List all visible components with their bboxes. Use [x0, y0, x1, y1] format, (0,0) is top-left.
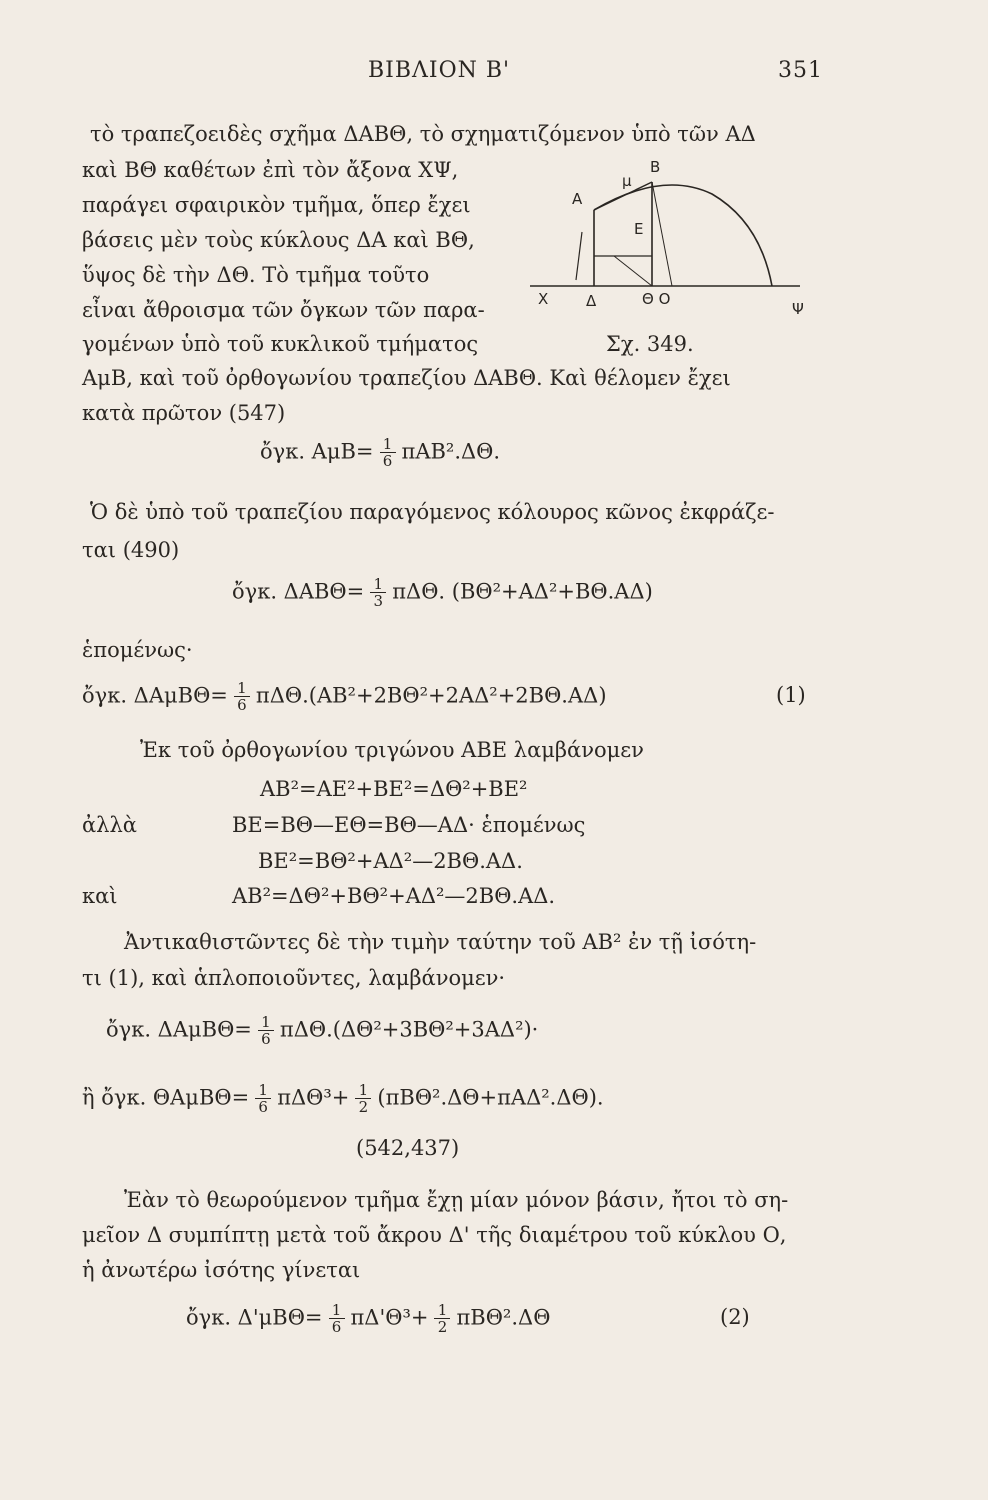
fraction: [329, 1302, 345, 1336]
eq-right: πΔΘ.(ΑΒ²+2ΒΘ²+2ΑΔ²+2ΒΘ.ΑΔ): [255, 683, 607, 708]
eq-left: ὄγκ. ΔΑμΒΘ=: [82, 683, 228, 708]
equation-6: ΒΕ²=ΒΘ²+ΑΔ²—2ΒΘ.ΑΔ.: [258, 849, 523, 873]
frac-num: 1: [237, 679, 247, 697]
text-line: γομένων ὑπὸ τοῦ κυκλικοῦ τμήματος: [82, 332, 479, 356]
text-line: ἀλλὰ: [82, 813, 137, 837]
eq-mid: πΔ'Θ³+: [350, 1305, 429, 1330]
equation-8: [106, 1014, 538, 1048]
eq-right: πΒΘ².ΔΘ: [456, 1305, 551, 1330]
frac-den: 6: [258, 1098, 268, 1116]
equation-2: [232, 576, 653, 610]
text-line: μεῖον Δ συμπίπτῃ μετὰ τοῦ ἄκρου Δ' τῆς διαμέτρου τοῦ κύκλου Ο,: [82, 1223, 787, 1247]
frac-den: 6: [261, 1030, 271, 1048]
text-line: ἡ ἀνωτέρω ἰσότης γίνεται: [82, 1258, 361, 1282]
frac-num: 1: [331, 1301, 342, 1319]
text-line: βάσεις μὲν τοὺς κύκλους ΔΑ καὶ ΒΘ,: [82, 228, 475, 252]
aux-line: [576, 232, 582, 280]
circle-arc: [594, 185, 772, 286]
text-line: Ὁ δὲ ὑπὸ τοῦ τραπεζίου παραγόμενος κόλουρος κῶνος ἐκφράζε-: [90, 500, 775, 524]
label-mu: μ: [622, 172, 632, 190]
text-line: καὶ ΒΘ καθέτων ἐπὶ τὸν ἄξονα ΧΨ,: [82, 158, 459, 182]
fraction: [255, 1082, 271, 1116]
equation-tag: (1): [776, 683, 806, 707]
label-Psi: Ψ: [792, 300, 804, 318]
text-line: καὶ: [82, 884, 118, 908]
running-header: ΒΙΒΛΙΟΝ Β': [368, 58, 511, 83]
eq-left: ὄγκ. ΑμΒ=: [260, 439, 374, 464]
text-line: κατὰ πρῶτον (547): [82, 401, 286, 425]
text-line: εἶναι ἄθροισμα τῶν ὄγκων τῶν παρα-: [82, 298, 485, 322]
fraction: [370, 576, 386, 610]
eq-right: (πΒΘ².ΔΘ+πΑΔ².ΔΘ).: [377, 1085, 604, 1110]
fraction: [355, 1082, 371, 1116]
text-line: ΑμΒ, καὶ τοῦ ὀρθογωνίου τραπεζίου ΔΑΒΘ. Καὶ θέλομεν ἔχει: [82, 366, 731, 390]
label-E: Ε: [634, 220, 644, 238]
frac-num: 1: [382, 435, 393, 453]
text-line: ται (490): [82, 538, 180, 562]
figure-caption: Σχ. 349.: [606, 332, 694, 356]
fraction: [258, 1014, 274, 1048]
label-A: Α: [572, 190, 583, 208]
fraction: [234, 680, 250, 714]
label-X: Χ: [538, 290, 549, 308]
equation-4: ΑΒ²=ΑΕ²+ΒΕ²=ΔΘ²+ΒΕ²: [260, 777, 528, 801]
label-D: Δ: [586, 292, 597, 310]
frac-num: 1: [258, 1081, 268, 1099]
frac-den: 2: [358, 1098, 369, 1116]
frac-num: 1: [358, 1081, 369, 1099]
equation-10: [186, 1302, 550, 1336]
frac-den: 6: [237, 696, 247, 714]
page-number: 351: [778, 58, 823, 83]
geometry-figure: [522, 152, 812, 320]
frac-den: 3: [373, 592, 384, 610]
label-ThO: Θ Ο: [642, 290, 671, 308]
eq-right: πΔΘ. (ΒΘ²+ΑΔ²+ΒΘ.ΑΔ): [392, 579, 653, 604]
text-line: τὸ τραπεζοειδὲς σχῆμα ΔΑΒΘ, τὸ σχηματιζόμενον ὑπὸ τῶν ΑΔ: [90, 122, 756, 146]
radius-line: [652, 182, 672, 286]
eq-left: ὄγκ. Δ'μΒΘ=: [186, 1305, 323, 1330]
frac-den: 2: [437, 1318, 448, 1336]
fraction: [434, 1302, 450, 1336]
text-line: ἑπομένως·: [82, 638, 193, 662]
text-line: Ἐὰν τὸ θεωρούμενον τμῆμα ἔχῃ μίαν μόνον βάσιν, ἤτοι τὸ ση-: [124, 1188, 789, 1212]
equation-9: [82, 1082, 604, 1116]
equation-7: ΑΒ²=ΔΘ²+ΒΘ²+ΑΔ²—2ΒΘ.ΑΔ.: [232, 884, 556, 908]
eq-left: ἢ ὄγκ. ΘΑμΒΘ=: [82, 1085, 250, 1110]
eq-right: πΔΘ.(ΔΘ²+3ΒΘ²+3ΑΔ²)·: [279, 1017, 539, 1042]
equation-3: [82, 680, 607, 714]
eq-left: ὄγκ. ΔΑΒΘ=: [232, 579, 365, 604]
radius-line: [614, 256, 652, 286]
text-line: Ἀντικαθιστῶντες δὲ τὴν τιμὴν ταύτην τοῦ ΑΒ² ἐν τῇ ἰσότη-: [124, 930, 757, 954]
fraction: [380, 436, 396, 470]
frac-den: 6: [382, 452, 393, 470]
reference-numbers: (542,437): [356, 1136, 460, 1160]
label-B: Β: [650, 158, 661, 176]
eq-right: πΑΒ².ΔΘ.: [401, 439, 501, 464]
text-line: ὕψος δὲ τὴν ΔΘ. Τὸ τμῆμα τοῦτο: [82, 263, 430, 287]
eq-left: ὄγκ. ΔΑμΒΘ=: [106, 1017, 252, 1042]
eq-mid: πΔΘ³+: [277, 1085, 350, 1110]
frac-den: 6: [331, 1318, 342, 1336]
frac-num: 1: [373, 575, 384, 593]
equation-1: [260, 436, 500, 470]
text-line: Ἐκ τοῦ ὀρθογωνίου τριγώνου ΑΒΕ λαμβάνομεν: [140, 738, 644, 762]
equation-tag: (2): [720, 1305, 750, 1329]
text-line: τι (1), καὶ ἁπλοποιοῦντες, λαμβάνομεν·: [82, 966, 506, 990]
frac-num: 1: [261, 1013, 271, 1031]
text-line: παράγει σφαιρικὸν τμῆμα, ὅπερ ἔχει: [82, 193, 471, 217]
frac-num: 1: [437, 1301, 448, 1319]
equation-5: ΒΕ=ΒΘ—ΕΘ=ΒΘ—ΑΔ· ἑπομένως: [232, 813, 586, 837]
